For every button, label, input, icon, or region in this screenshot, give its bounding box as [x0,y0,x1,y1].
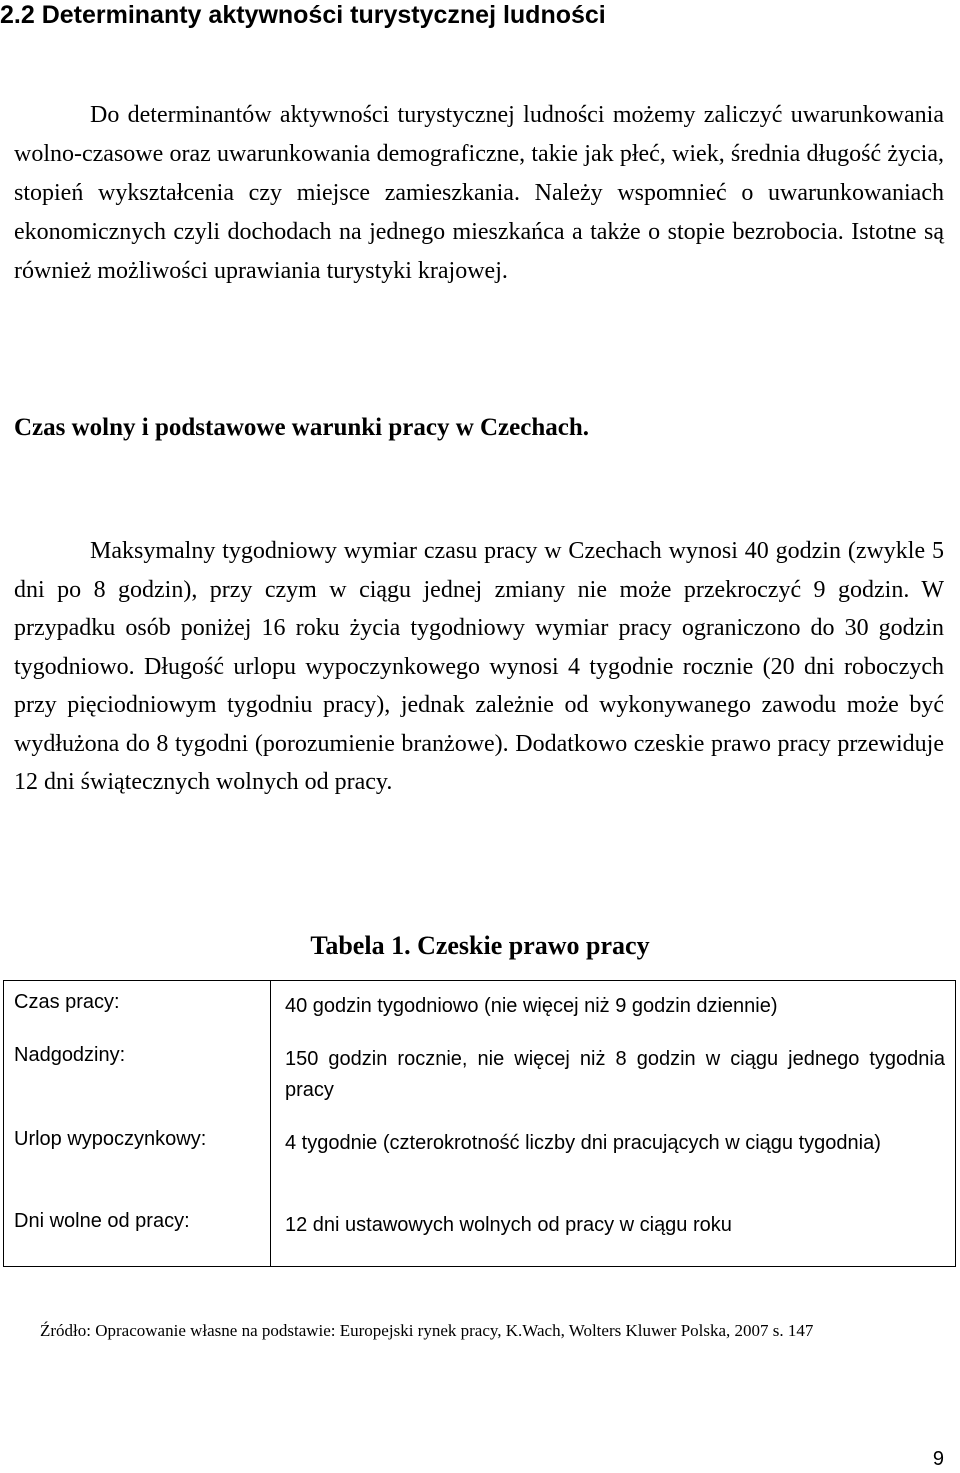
row-label: Czas pracy: [4,981,271,1044]
working-conditions-paragraph-text: Maksymalny tygodniowy wymiar czasu pracy w Czechach wynosi 40 godzin (zwykle 5 dni po 8 godzin), przy czym w ciągu jednej zmiany nie może przekroczyć 9 godzin. W przypadku osób poniżej 16 roku życia tygodniowy wymiar pracy ograniczono do 30 godzin tygodniowo. Długość urlopu wypoczynkowego wynosi 4 tygodnie rocznie (20 dni roboczych przy pięciodniowym tygodniu pracy), jednak zależnie od wykonywanego zawodu może być wydłużona do 8 tygodni (porozumienie branżowe). Dodatkowo czeskie prawo pracy przewiduje 12 dni świątecznych wolnych od pracy. [14,538,944,795]
row-value: 40 godzin tygodniowo (nie więcej niż 9 godzin dziennie) [285,995,778,1017]
table-row [4,1128,956,1210]
labor-law-table [3,980,956,1267]
working-conditions-paragraph [14,532,944,802]
row-value: 4 tygodnie (czterokrotność liczby dni pracujących w ciągu tygodnia) [285,1131,881,1154]
source-note: Źródło: Opracowanie własne na podstawie: Europejski rynek pracy, K.Wach, Wolters Kluwer Polska, 2007 s. 147 [40,1321,814,1340]
row-value: 12 dni ustawowych wolnych od pracy w ciągu roku [285,1213,732,1236]
row-label: Urlop wypoczynkowy: [4,1128,271,1210]
row-value: 150 godzin rocznie, nie więcej niż 8 godzin w ciągu jednego tygodnia pracy [285,1047,945,1101]
page-number: 9 [932,1448,944,1470]
table-row [4,1044,956,1128]
intro-paragraph-text: Do determinantów aktywności turystycznej ludności możemy zaliczyć uwarunkowania wolno-czasowe oraz uwarunkowania demograficzne, takie jak płeć, wiek, średnia długość życia, stopień wykształcenia czy miejsce zamieszkania. Należy wspomnieć o uwarunkowaniach ekonomicznych czyli dochodach na jednego mieszkańca a także o stopie bezrobocia. Istotne są również możliwości uprawiania turystyki krajowej. [14,102,944,284]
subheading: Czas wolny i podstawowe warunki pracy w Czechach. [14,414,589,441]
table-row [4,981,956,1044]
row-label: Nadgodziny: [4,1044,271,1128]
row-label: Dni wolne od pracy: [4,1210,271,1267]
intro-paragraph [14,96,944,291]
table-caption: Tabela 1. Czeskie prawo pracy [310,931,650,960]
section-heading: 2.2 Determinanty aktywności turystycznej ludności [0,1,606,29]
table-row [4,1210,956,1267]
